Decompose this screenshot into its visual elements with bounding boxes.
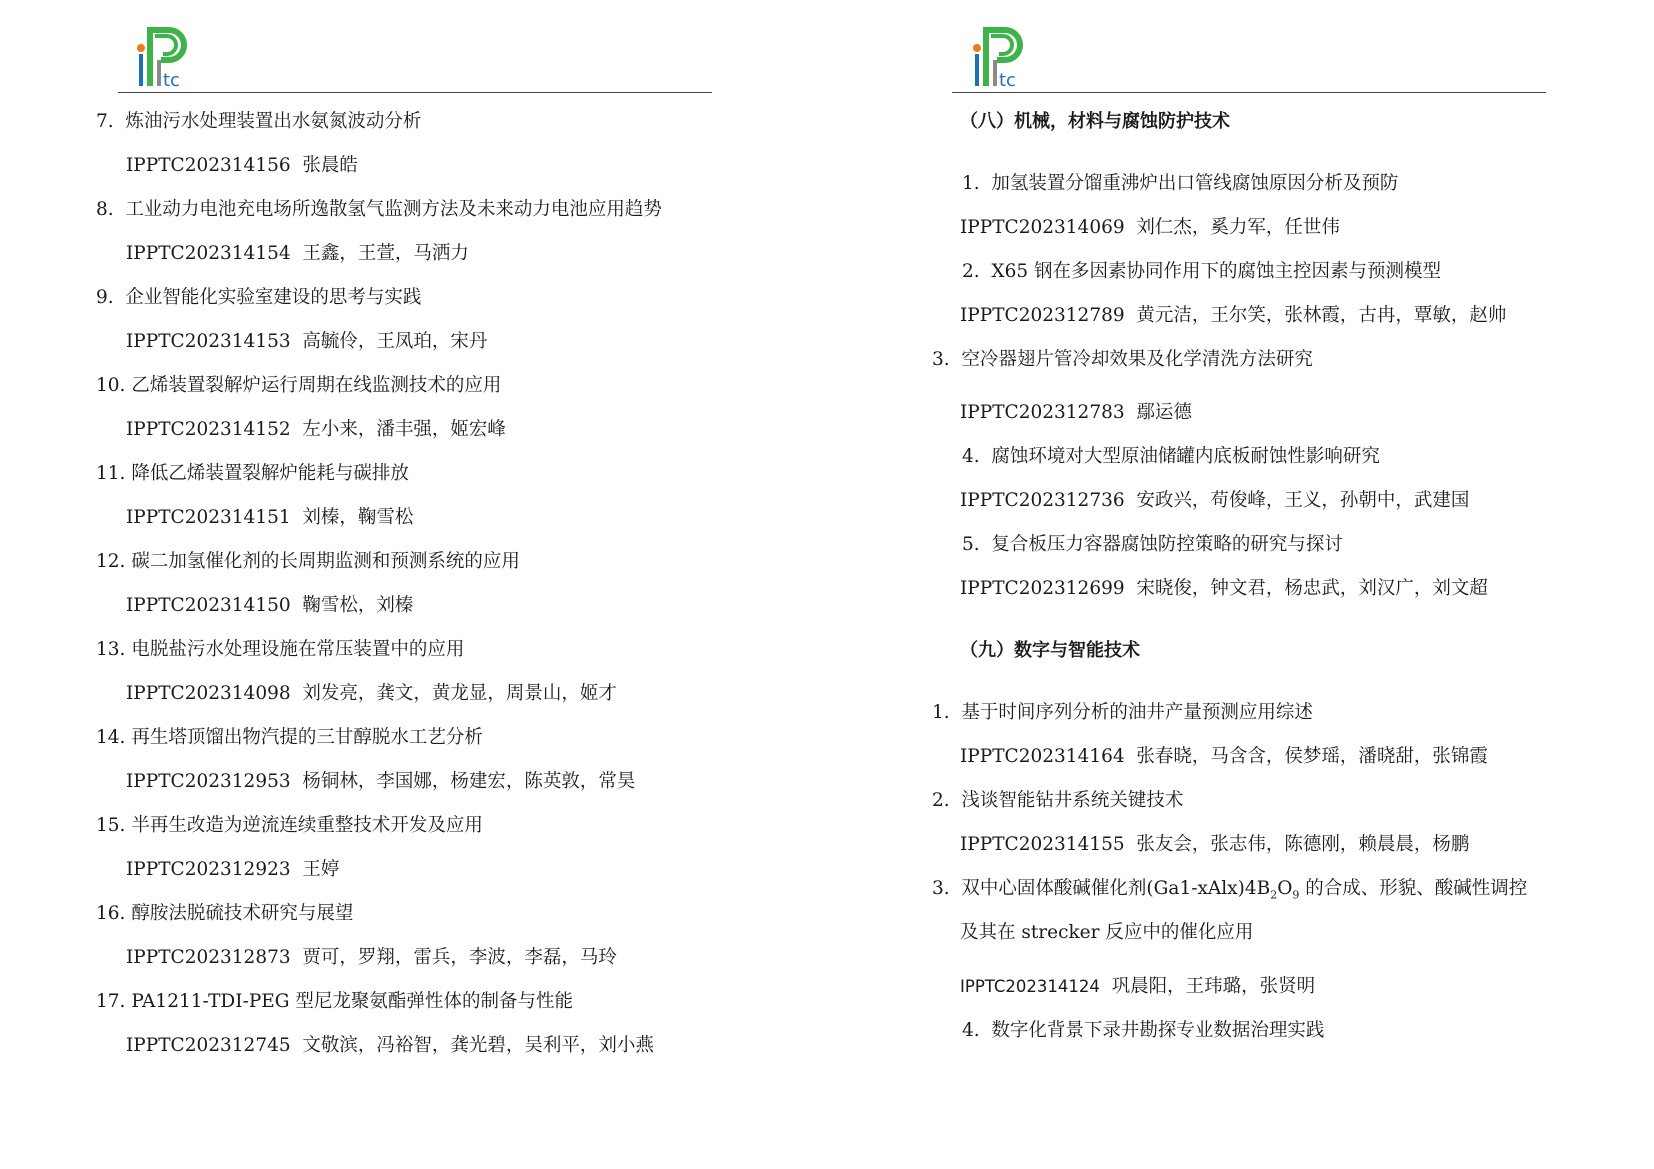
list-item-authors: IPPTC202314155 张友会，张志伟，陈德刚，赖晨晨，杨鹏 <box>960 834 1470 855</box>
list-item-title: 10. 乙烯装置裂解炉运行周期在线监测技术的应用 <box>96 375 502 396</box>
list-item-title: 8. 工业动力电池充电场所逸散氢气监测方法及未来动力电池应用趋势 <box>96 199 662 220</box>
list-item-title-continued: 及其在 strecker 反应中的催化应用 <box>960 922 1254 943</box>
header-rule <box>952 92 1546 93</box>
list-item-authors: IPPTC202314098 刘发亮，龚文，黄龙显，周景山，姬才 <box>126 683 617 704</box>
list-item-title: 16. 醇胺法脱硫技术研究与展望 <box>96 903 354 924</box>
list-item-title: 1. 基于时间序列分析的油井产量预测应用综述 <box>932 702 1313 723</box>
right-page <box>827 0 1654 1169</box>
list-item-authors: IPPTC202312923 王婷 <box>126 859 340 880</box>
list-item-title: 7. 炼油污水处理装置出水氨氮波动分析 <box>96 111 422 132</box>
list-item-authors: IPPTC202312745 文敬滨，冯裕智，龚光碧，吴利平，刘小燕 <box>126 1035 654 1056</box>
list-item-title: 12. 碳二加氢催化剂的长周期监测和预测系统的应用 <box>96 551 520 572</box>
list-item-title: 15. 半再生改造为逆流连续重整技术开发及应用 <box>96 815 483 836</box>
list-item-authors: IPPTC202314124 巩晨阳，王玮璐，张贤明 <box>960 976 1316 997</box>
svg-text:tc: tc <box>163 70 180 91</box>
list-item-authors: IPPTC202312783 鄢运德 <box>960 402 1192 423</box>
header-rule <box>118 92 712 93</box>
list-item-title: 5. 复合板压力容器腐蚀防控策略的研究与探讨 <box>962 534 1343 555</box>
list-item-authors: IPPTC202314154 王鑫，王萱，马洒力 <box>126 243 469 264</box>
list-item-authors: IPPTC202312699 宋晓俊，钟文君，杨忠武，刘汉广，刘文超 <box>960 578 1488 599</box>
list-item-title: 2. 浅谈智能钻井系统关键技术 <box>932 790 1184 811</box>
list-item-authors: IPPTC202314151 刘榛，鞠雪松 <box>126 507 414 528</box>
list-item-title: 13. 电脱盐污水处理设施在常压装置中的应用 <box>96 639 465 660</box>
list-item-title: 3. 空冷器翅片管冷却效果及化学清洗方法研究 <box>932 349 1313 370</box>
list-item-title: 2. X65 钢在多因素协同作用下的腐蚀主控因素与预测模型 <box>962 261 1442 282</box>
list-item-authors: IPPTC202312873 贾可，罗翔，雷兵，李波，李磊，马玲 <box>126 947 617 968</box>
list-item-title: 1. 加氢装置分馏重沸炉出口管线腐蚀原因分析及预防 <box>962 173 1399 194</box>
list-item-authors: IPPTC202314152 左小来，潘丰强，姬宏峰 <box>126 419 506 440</box>
list-item-authors: IPPTC202314153 高毓伶，王凤珀，宋丹 <box>126 331 488 352</box>
list-item-authors: IPPTC202312736 安政兴，苟俊峰，王义，孙朝中，武建国 <box>960 490 1470 511</box>
list-item-authors: IPPTC202314069 刘仁杰，奚力军，任世伟 <box>960 217 1340 238</box>
list-item-authors: IPPTC202312953 杨铜林，李国娜，杨建宏，陈英敦，常昊 <box>126 771 636 792</box>
list-item-authors: IPPTC202314150 鞠雪松，刘榛 <box>126 595 414 616</box>
ipptc-logo-icon <box>969 24 1033 92</box>
list-item-authors: IPPTC202314164 张春晓，马含含，侯梦瑶，潘晓甜，张锦霞 <box>960 746 1488 767</box>
section-heading: （九）数字与智能技术 <box>960 640 1140 661</box>
list-item-authors: IPPTC202314156 张晨皓 <box>126 155 358 176</box>
list-item-title: 3. 双中心固体酸碱催化剂$(Ga1-xAlx)4B_2O_9$ 的合成、形貌、酸碱性调控 <box>932 878 1528 902</box>
svg-text:tc: tc <box>999 70 1016 91</box>
list-item-title: 4. 腐蚀环境对大型原油储罐内底板耐蚀性影响研究 <box>962 446 1380 467</box>
list-item-title: 4. 数字化背景下录井勘探专业数据治理实践 <box>962 1020 1325 1041</box>
list-item-authors: IPPTC202312789 黄元洁，王尔笑，张林霞，古冉，覃敏，赵帅 <box>960 305 1507 326</box>
list-item-title: 9. 企业智能化实验室建设的思考与实践 <box>96 287 422 308</box>
ipptc-logo-icon <box>133 24 197 92</box>
section-heading: （八）机械，材料与腐蚀防护技术 <box>960 111 1230 132</box>
list-item-title: 14. 再生塔顶馏出物汽提的三甘醇脱水工艺分析 <box>96 727 483 748</box>
list-item-title: 17. PA1211-TDI-PEG 型尼龙聚氨酯弹性体的制备与性能 <box>96 991 573 1012</box>
list-item-title: 11. 降低乙烯装置裂解炉能耗与碳排放 <box>96 463 409 484</box>
